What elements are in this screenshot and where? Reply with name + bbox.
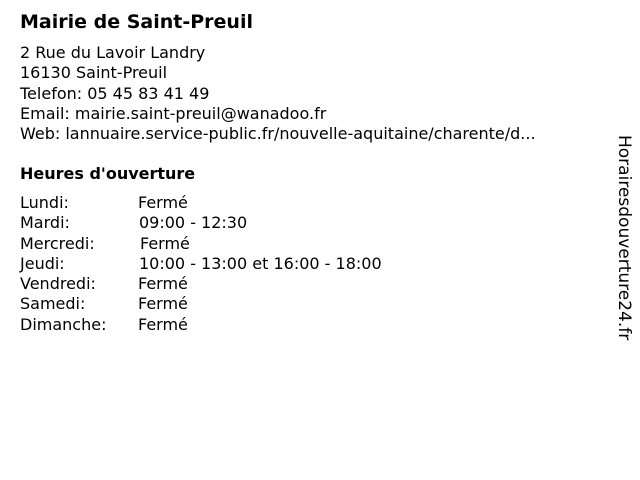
day-label: Lundi: — [20, 193, 69, 212]
day-label: Vendredi: — [20, 274, 96, 294]
day-hours: 10:00 - 13:00 et 16:00 - 18:00 — [139, 253, 382, 273]
day-label: Mercredi: — [20, 233, 95, 253]
city-address: 16130 Saint-Preuil — [20, 63, 168, 83]
day-label: Jeudi: — [20, 253, 65, 273]
day-label: Dimanche: — [20, 314, 107, 334]
day-label: Mardi: — [20, 213, 70, 233]
day-hours: Fermé — [138, 274, 188, 294]
opening-hours-heading: Heures d'ouverture — [20, 164, 196, 183]
day-hours: Fermé — [138, 193, 188, 212]
street-address: 2 Rue du Lavoir Landry — [20, 43, 206, 62]
brand-watermark[interactable]: Horairesdouverture24.fr — [614, 135, 634, 341]
day-hours: Fermé — [140, 233, 190, 253]
day-hours: Fermé — [138, 294, 188, 314]
day-hours: 09:00 - 12:30 — [139, 213, 248, 233]
business-contact-block — [20, 43, 536, 144]
email-address[interactable]: Email: mairie.saint-preuil@wanadoo.fr — [20, 103, 327, 123]
website-link[interactable]: Web: lannuaire.service-public.fr/nouvelle-aquitaine/charente/d... — [20, 124, 536, 144]
business-name: Mairie de Saint-Preuil — [20, 11, 253, 33]
day-label: Samedi: — [20, 294, 86, 314]
phone-number[interactable]: Telefon: 05 45 83 41 49 — [20, 83, 210, 103]
day-hours: Fermé — [138, 314, 188, 334]
